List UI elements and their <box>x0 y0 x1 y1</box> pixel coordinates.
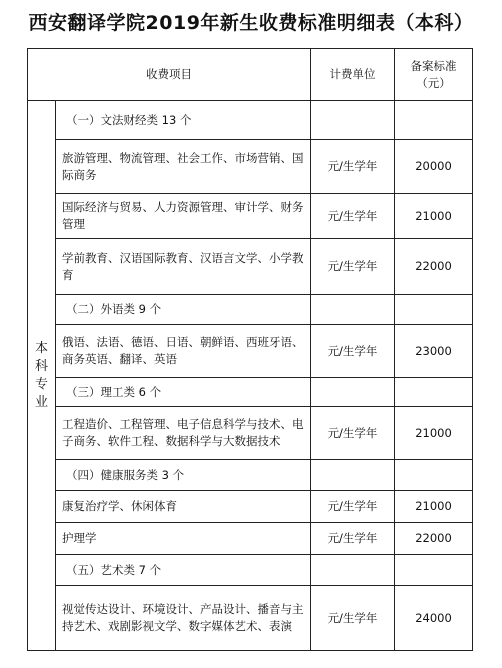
fee-cell: 21000 <box>395 491 473 523</box>
category-cell: （一）文法财经类 13 个 <box>56 101 311 140</box>
item-cell: 工程造价、工程管理、电子信息科学与技术、电子商务、软件工程、数据科学与大数据技术 <box>56 407 311 460</box>
unit-cell: 元/生学年 <box>311 523 395 555</box>
table-row <box>28 407 473 460</box>
header-fee-line1: 备案标准 <box>410 58 457 73</box>
fee-cell: 20000 <box>395 140 473 194</box>
header-fee-line2: （元） <box>416 75 451 90</box>
table-row <box>28 325 473 378</box>
category-cell: （二）外语类 9 个 <box>56 295 311 325</box>
category-row <box>28 555 473 586</box>
unit-cell: 元/生学年 <box>311 325 395 378</box>
fee-cell: 24000 <box>395 586 473 651</box>
unit-cell: 元/生学年 <box>311 407 395 460</box>
table-row <box>28 523 473 555</box>
item-cell: 康复治疗学、休闲体育 <box>56 491 311 523</box>
fee-table <box>27 48 473 651</box>
item-cell: 护理学 <box>56 523 311 555</box>
category-row <box>28 378 473 407</box>
empty-cell <box>311 460 395 491</box>
item-cell: 俄语、法语、德语、日语、朝鲜语、西班牙语、商务英语、翻译、英语 <box>56 325 311 378</box>
item-cell: 学前教育、汉语国际教育、汉语言文学、小学教育 <box>56 239 311 295</box>
category-row <box>28 460 473 491</box>
category-row <box>28 101 473 140</box>
unit-cell: 元/生学年 <box>311 239 395 295</box>
document-title: 西安翻译学院2019年新生收费标准明细表（本科） <box>28 12 474 34</box>
item-cell: 国际经济与贸易、人力资源管理、审计学、财务管理 <box>56 194 311 239</box>
empty-cell <box>395 460 473 491</box>
unit-cell: 元/生学年 <box>311 491 395 523</box>
category-cell: （四）健康服务类 3 个 <box>56 460 311 491</box>
fee-cell: 22000 <box>395 523 473 555</box>
table-row <box>28 586 473 651</box>
item-cell: 视觉传达设计、环境设计、产品设计、播音与主持艺术、戏剧影视文学、数字媒体艺术、表演 <box>56 586 311 651</box>
header-fee <box>395 49 473 101</box>
sidebar-label-text: 本科专业 <box>34 340 48 410</box>
table-row <box>28 194 473 239</box>
fee-cell: 21000 <box>395 194 473 239</box>
empty-cell <box>311 101 395 140</box>
empty-cell <box>311 295 395 325</box>
fee-cell: 22000 <box>395 239 473 295</box>
category-row <box>28 295 473 325</box>
fee-cell: 23000 <box>395 325 473 378</box>
category-cell: （五）艺术类 7 个 <box>56 555 311 586</box>
table-row <box>28 239 473 295</box>
empty-cell <box>395 295 473 325</box>
empty-cell <box>395 555 473 586</box>
sidebar-label <box>28 101 56 651</box>
empty-cell <box>395 101 473 140</box>
table-row <box>28 491 473 523</box>
category-cell: （三）理工类 6 个 <box>56 378 311 407</box>
item-cell: 旅游管理、物流管理、社会工作、市场营销、国际商务 <box>56 140 311 194</box>
unit-cell: 元/生学年 <box>311 194 395 239</box>
empty-cell <box>311 378 395 407</box>
table-row <box>28 140 473 194</box>
fee-cell: 21000 <box>395 407 473 460</box>
empty-cell <box>311 555 395 586</box>
table-header-row <box>28 49 473 101</box>
unit-cell: 元/生学年 <box>311 586 395 651</box>
header-item: 收费项目 <box>28 49 311 101</box>
unit-cell: 元/生学年 <box>311 140 395 194</box>
empty-cell <box>395 378 473 407</box>
header-unit: 计费单位 <box>311 49 395 101</box>
